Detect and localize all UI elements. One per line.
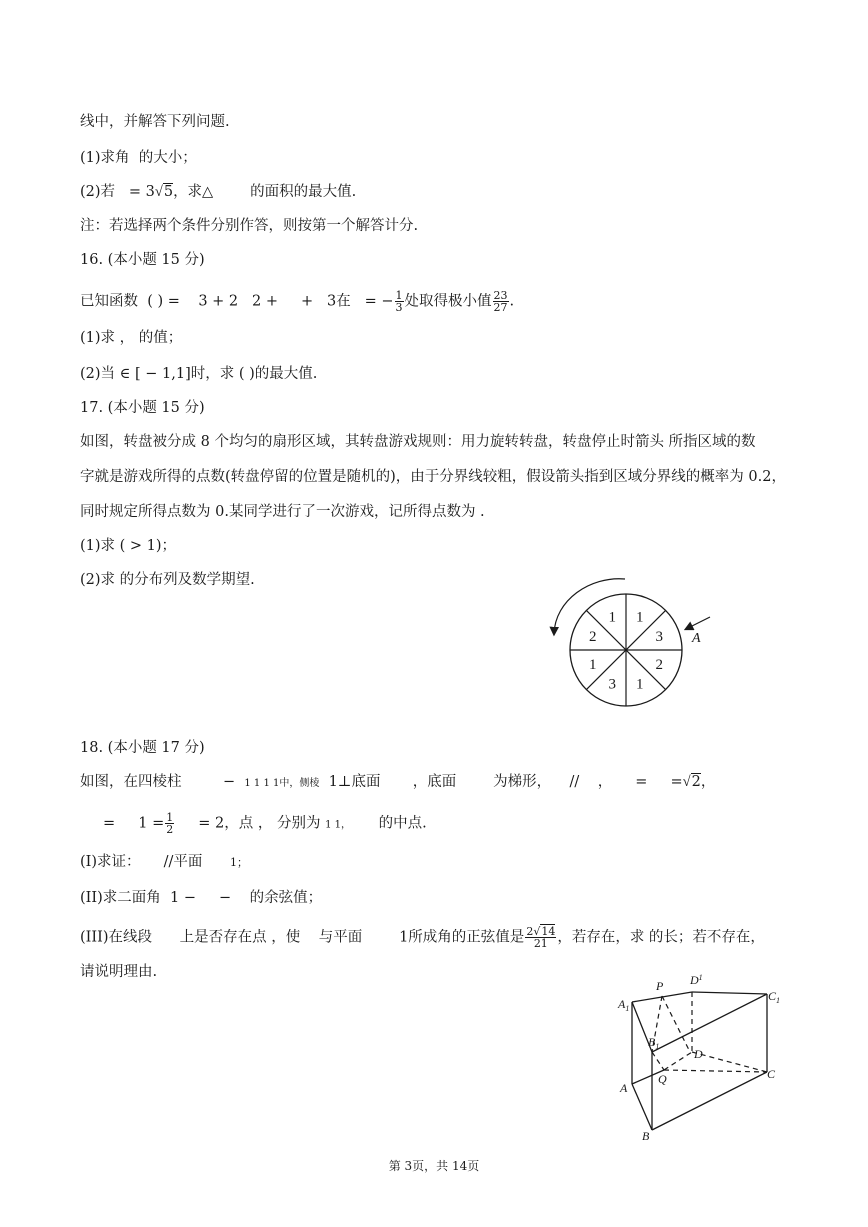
wheel-sector-4: 2	[655, 656, 664, 673]
label-d: D	[694, 1047, 703, 1061]
wheel-sector-5: 1	[636, 676, 644, 693]
rotation-arrow	[554, 579, 625, 634]
wheel-dividers	[570, 594, 682, 706]
pointer-arrow	[686, 617, 710, 629]
label-a: A	[620, 1081, 628, 1095]
prism-edges-dashed	[652, 992, 767, 1072]
label-a1: $A_1$	[618, 997, 630, 1013]
label-c: C	[767, 1067, 776, 1081]
q18-header: 18. (本小题 17 分)	[80, 740, 205, 756]
q16-header: 16. (本小题 15 分)	[80, 252, 205, 268]
label-c1: $C_1$	[768, 989, 781, 1005]
q17-line2: 字就是游戏所得的点数(转盘停留的位置是随机的)，由于分界线较粗，假设箭头指到区域分界线的概率为 0.2，	[80, 469, 786, 485]
label-b1: $B_1$	[648, 1035, 660, 1051]
prism-figure	[612, 968, 788, 1144]
label-p: P	[656, 979, 664, 993]
label-q: Q	[658, 1072, 667, 1086]
q18-part3-tail: 请说明理由.	[80, 964, 158, 980]
wheel-sector-2: 1	[636, 609, 644, 626]
page-footer: 第 3页，共 14页	[388, 1159, 480, 1173]
q18-line2: = 1 = $\frac{1}{2}$ = 2，点 ， 分别为 1 1， 的中点.	[103, 811, 427, 836]
spinner-wheel-figure	[540, 570, 720, 715]
q17-part2: (2)求 的分布列及数学期望.	[80, 572, 255, 588]
q16-part2: (2)当 ∈ [ − 1,1]时，求 ( )的最大值.	[80, 366, 318, 382]
fraction-one-third: $\frac{1}{3}$	[395, 289, 403, 314]
wheel-sector-7: 1	[588, 656, 597, 673]
q16-stem: 已知函数 ( ) = 3 + 2 2 + + 3在 = − $\frac{1}{3}$ 处取得极小值 $\frac{23}{27}$ .	[80, 289, 515, 314]
q18-part1: (I)求证： //平面 1；	[80, 854, 249, 870]
q15-intro-tail: 线中，并解答下列问题.	[80, 114, 230, 130]
q17-line3: 同时规定所得点数为 0.某同学进行了一次游戏，记所得点数为 .	[80, 504, 485, 520]
fraction-2root14-over-21: $\frac{2√14}{21}$	[526, 925, 556, 950]
q18-part2: (II)求二面角 1 − − 的余弦值；	[80, 890, 323, 906]
wheel-sector-3: 3	[655, 629, 664, 646]
q17-header: 17. (本小题 15 分)	[80, 400, 205, 416]
wheel-sector-8: 2	[588, 629, 597, 646]
q16-part1: (1)求 ， 的值；	[80, 330, 183, 346]
q15-note: 注：若选择两个条件分别作答，则按第一个解答计分.	[80, 218, 419, 234]
label-d1: $D^1$	[690, 973, 703, 987]
q18-part3: (III)在线段 上是否存在点 ，使 与平面 1所成角的正弦值是 $\frac{2√14}{21}$ ，若存在，求 的长；若不存在，	[80, 925, 765, 950]
q17-line1: 如图，转盘被分成 8 个均匀的扇形区域，其转盘游戏规则：用力旋转转盘，转盘停止时箭头 所指区域的数	[80, 434, 756, 450]
wheel-sector-6: 3	[608, 676, 616, 693]
q15-part1: (1)求角 的大小；	[80, 150, 197, 166]
prism-edges-solid	[632, 992, 767, 1130]
pointer-label-a: A	[692, 631, 701, 646]
fraction-one-half: $\frac{1}{2}$	[166, 811, 174, 836]
q18-line1: 如图，在四棱柱 − 1 1 1 1中，侧棱 1⊥底面 ，底面 为梯形， // ， = =√2，	[80, 774, 716, 790]
wheel-sector-1: 1	[608, 609, 616, 626]
fraction-23-27: $\frac{23}{27}$	[493, 289, 508, 314]
q17-part1: (1)求 ( > 1)；	[80, 538, 177, 554]
q15-part2: (2)若 = 3√5，求△ 的面积的最大值.	[80, 184, 357, 200]
label-b: B	[642, 1129, 650, 1143]
